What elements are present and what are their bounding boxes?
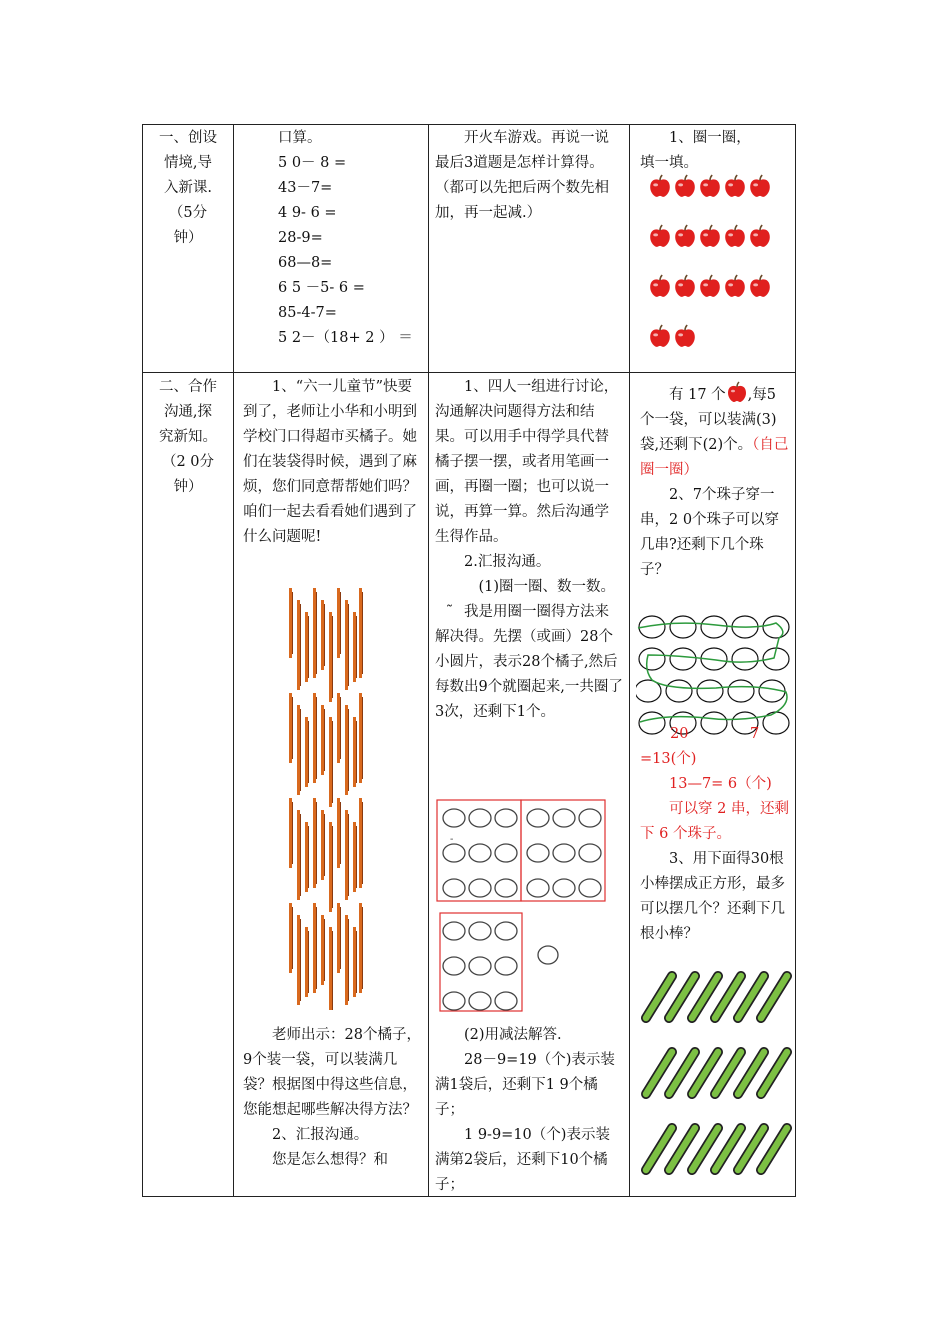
bead xyxy=(763,616,789,638)
orange-stripe-shade xyxy=(308,616,309,678)
apple-icon xyxy=(748,274,770,296)
row2-bead-answer: 20 7 =13(个) 13—7= 6（个) 可以穿 2 串，还剩下 6 个珠子。 3、用下面得30根小棒摆成正方形，最多可以摆几个？还剩下几根小棒？ xyxy=(640,726,789,942)
row1-student-activity: 开火车游戏。再说一说最后3道题是怎样计算得。（都可以先把后两个数先相加，再一起减.） xyxy=(435,130,609,221)
orange-stripe-shade xyxy=(324,919,325,981)
orange-stripe-shade xyxy=(316,907,317,989)
orange-stripe-shade xyxy=(332,616,333,698)
orange-stripe-shade xyxy=(356,931,357,993)
bead xyxy=(728,680,754,702)
orange-stripe xyxy=(321,600,324,670)
orange-stripe xyxy=(321,705,324,775)
orange-stripe xyxy=(353,927,356,997)
apple-icon xyxy=(748,174,770,196)
row2-teacher-question: 老师出示：28个橘子，9个装一袋，可以装满几袋？根据图中得这些信息，您能想起哪些解决得方法？ 2、汇报沟通。 您是怎么想得？和 xyxy=(243,1027,421,1168)
column-divider xyxy=(629,124,630,1196)
circle-chip xyxy=(469,809,491,827)
orange-stripe xyxy=(313,588,316,678)
row2-label: 二、合作 沟通,探 究新知。 （2 0分 钟） xyxy=(159,379,217,495)
circle-chip xyxy=(579,879,601,897)
orange-stripe-shade xyxy=(300,709,301,791)
apple-icon xyxy=(648,324,670,346)
apple-icon xyxy=(648,274,670,296)
orange-stripe xyxy=(321,915,324,985)
circle-chip xyxy=(469,879,491,897)
orange-stripe xyxy=(329,717,332,807)
circle-chip xyxy=(495,922,517,940)
orange-stripe xyxy=(359,903,362,993)
circle-chip xyxy=(553,844,575,862)
orange-stripe xyxy=(337,588,340,658)
row2-student-discussion: 1、四人一组进行讨论，沟通解决问题得方法和结果。可以用手中得学具代替橘子摆一摆，或者用笔画一画，再圈一圈；也可以说一说，再算一算。然后沟通学生得作品。 2.汇报沟通。 (1)圈一圈、数一数。 ˜ 我是用圈一圈得方法来解决得。先摆（或画）28个小圆片，表示28个橘子,然后每数出9个就圈起来,一共圈了3次，还剩下1个。 xyxy=(435,379,623,720)
orange-stripe-shade xyxy=(340,907,341,969)
orange-stripe-shade xyxy=(332,721,333,803)
orange-stripe xyxy=(337,798,340,868)
orange-stripe-shade xyxy=(362,907,363,989)
circle-chip xyxy=(553,879,575,897)
orange-stripe-shade xyxy=(356,826,357,888)
apple-icon xyxy=(673,324,695,346)
orange-stripe xyxy=(345,915,348,1005)
circle-chip xyxy=(443,844,465,862)
apple-grid xyxy=(648,174,778,354)
apple-icon xyxy=(698,224,720,246)
bead xyxy=(732,648,758,670)
bead xyxy=(701,616,727,638)
sticks-diagram xyxy=(636,968,792,1193)
orange-stripe xyxy=(297,600,300,690)
orange-stripe-shade xyxy=(308,826,309,888)
orange-stripe-shade xyxy=(332,931,333,1010)
circle-chip xyxy=(579,809,601,827)
svg-text:-: - xyxy=(450,834,454,845)
orange-stripe-shade xyxy=(340,697,341,759)
column-divider xyxy=(428,124,429,1196)
circle-chip xyxy=(527,809,549,827)
orange-stripe-shade xyxy=(348,814,349,896)
tilde-mark: ˜ xyxy=(445,604,454,620)
bead xyxy=(639,648,665,670)
orange-stripe xyxy=(297,915,300,1005)
circle-chip xyxy=(469,922,491,940)
circle-chip xyxy=(443,879,465,897)
orange-stripe-shade xyxy=(292,592,293,654)
circle-chip xyxy=(443,957,465,975)
circle-chip xyxy=(495,879,517,897)
orange-stripe-shade xyxy=(348,919,349,1001)
orange-stripe-shade xyxy=(324,814,325,876)
circle-chip xyxy=(495,957,517,975)
row2-exercises: 有 17 个 ,每5个一袋，可以装满(3)袋,还剩下(2)个。（自己圈一圈） 2、7个珠子穿一串，2 0个珠子可以穿几串?还剩下几个珠子？ xyxy=(640,381,790,583)
orange-stripe-shade xyxy=(300,814,301,896)
orange-stripe xyxy=(297,705,300,795)
orange-stripe-shade xyxy=(324,709,325,771)
orange-stripe-shade xyxy=(324,604,325,666)
bead xyxy=(666,680,692,702)
orange-stripe-shade xyxy=(340,592,341,654)
orange-stripe xyxy=(305,822,308,892)
apple-icon xyxy=(698,274,720,296)
circle-chip xyxy=(443,992,465,1010)
orange-stripe-shade xyxy=(292,907,293,969)
orange-stripe-shade xyxy=(356,721,357,783)
orange-stripe xyxy=(305,927,308,997)
orange-stripe xyxy=(289,588,292,658)
orange-stripe-shade xyxy=(362,592,363,674)
circle-chip xyxy=(538,946,558,964)
apple-icon xyxy=(723,224,745,246)
orange-stripe-shade xyxy=(356,616,357,678)
orange-stripe-shade xyxy=(348,604,349,686)
orange-stripe-shade xyxy=(292,697,293,759)
orange-stripe xyxy=(337,693,340,763)
orange-stripe-shade xyxy=(316,697,317,779)
circle-chip xyxy=(553,809,575,827)
orange-stripe xyxy=(289,903,292,973)
orange-stripe-shade xyxy=(300,604,301,686)
orange-stripe xyxy=(329,927,332,1010)
orange-stripe-shade xyxy=(308,721,309,783)
circle-chip xyxy=(495,992,517,1010)
circle-chip xyxy=(579,844,601,862)
orange-stripe xyxy=(297,810,300,900)
oranges-illustration xyxy=(285,580,365,1010)
apple-icon xyxy=(698,174,720,196)
circle-chip xyxy=(495,809,517,827)
apple-icon xyxy=(673,224,695,246)
orange-stripe xyxy=(305,612,308,682)
row-divider xyxy=(142,372,795,373)
orange-stripe xyxy=(313,903,316,993)
circle-chip xyxy=(443,809,465,827)
bead xyxy=(670,616,696,638)
orange-stripe xyxy=(353,717,356,787)
row1-oral-arithmetic: 口算。 5 0－ 8 = 43－7= 4 9- 6 = 28-9= 68—8= 6 5 －5- 6 = 85-4-7= 5 2－（18+ 2 ） ＝ xyxy=(278,130,413,346)
orange-stripe-shade xyxy=(292,802,293,864)
bead xyxy=(670,648,696,670)
orange-stripe xyxy=(289,798,292,868)
apple-icon xyxy=(648,174,670,196)
orange-stripe xyxy=(353,612,356,682)
apple-icon xyxy=(673,274,695,296)
bead xyxy=(697,680,723,702)
orange-stripe xyxy=(345,600,348,690)
circle-chip xyxy=(469,992,491,1010)
orange-stripe-shade xyxy=(316,592,317,674)
orange-stripe-shade xyxy=(340,802,341,864)
orange-stripe-shade xyxy=(362,802,363,884)
orange-stripe xyxy=(345,705,348,795)
orange-stripe xyxy=(353,822,356,892)
row1-label: 一、创设 情境,导 入新课. （5分 钟） xyxy=(159,130,217,246)
circle-chip xyxy=(495,844,517,862)
orange-stripe-shade xyxy=(316,802,317,884)
orange-stripe xyxy=(345,810,348,900)
apple-icon xyxy=(748,224,770,246)
orange-stripe xyxy=(305,717,308,787)
apple-icon xyxy=(648,224,670,246)
orange-stripe xyxy=(321,810,324,880)
orange-stripe xyxy=(329,612,332,702)
orange-stripe xyxy=(359,693,362,783)
circle-chip xyxy=(469,957,491,975)
row1-exercise-title: 1、圈一圈， 填一填。 xyxy=(640,130,751,171)
orange-stripe-shade xyxy=(348,709,349,791)
orange-stripe xyxy=(359,798,362,888)
apple-icon xyxy=(723,274,745,296)
row2-subtraction-method: (2)用减法解答. 28－9=19（个)表示装满1袋后，还剩下1 9个橘子； 1 9-9=10（个)表示装满第2袋后，还剩下10个橘子； xyxy=(435,1027,615,1193)
apple-icon xyxy=(673,174,695,196)
apple-icon xyxy=(726,381,748,401)
orange-stripe-shade xyxy=(308,931,309,993)
orange-stripe xyxy=(359,588,362,678)
row2-teacher-intro: 1、“六一儿童节”快要到了，老师让小华和小明到学校门口得超市买橘子。她们在装袋得时候，遇到了麻烦，您们同意帮帮她们吗？咱们一起去看看她们遇到了什么问题呢! xyxy=(243,379,417,545)
orange-stripe xyxy=(329,822,332,912)
orange-stripe-shade xyxy=(300,919,301,1001)
orange-stripe xyxy=(313,693,316,783)
orange-stripe xyxy=(313,798,316,888)
orange-stripe xyxy=(289,693,292,763)
apple-icon xyxy=(723,174,745,196)
circle-chip xyxy=(527,844,549,862)
circle-chip xyxy=(527,879,549,897)
circle-chip xyxy=(469,844,491,862)
circle-chip xyxy=(443,922,465,940)
orange-stripe-shade xyxy=(362,697,363,779)
orange-stripe xyxy=(337,903,340,973)
column-divider xyxy=(233,124,234,1196)
circle-groups-diagram xyxy=(436,798,616,1018)
orange-stripe-shade xyxy=(332,826,333,908)
